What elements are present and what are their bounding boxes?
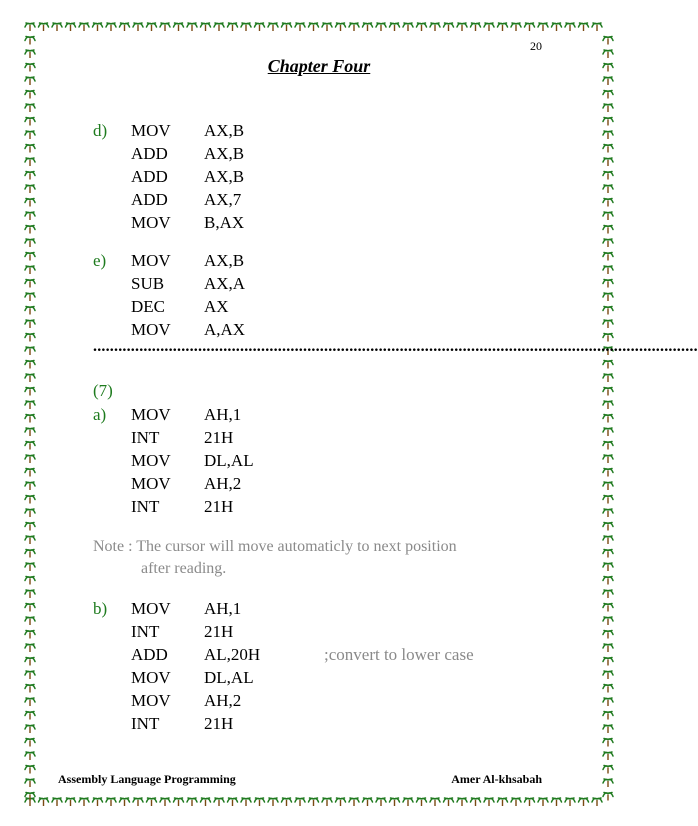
palm-tree-icon [603,239,613,247]
palm-tree-icon [25,91,35,99]
palm-tree-icon [603,185,613,193]
operand: AX,7 [204,190,242,209]
opcode: ADD [131,167,168,186]
footer-book-title: Assembly Language Programming [58,772,236,786]
palm-tree-icon [603,644,613,652]
code-line [93,597,474,620]
palm-tree-icon [25,293,35,301]
palm-tree-icon [603,658,613,666]
palm-tree-icon [579,798,589,806]
palm-tree-icon [25,509,35,517]
operand: AX,B [204,144,245,163]
palm-tree-icon [525,23,535,31]
palm-tree-icon [25,550,35,558]
palm-tree-icon [603,712,613,720]
palm-tree-icon [603,523,613,531]
palm-tree-icon [603,428,613,436]
palm-tree-icon [25,739,35,747]
operand: 21H [204,497,234,516]
palm-tree-icon [471,798,481,806]
opcode: MOV [131,251,171,270]
palm-tree-icon [174,798,184,806]
operand: AH,1 [204,405,242,424]
palm-tree-icon [363,23,373,31]
palm-tree-icon [25,415,35,423]
palm-tree-icon [25,469,35,477]
operand: A,AX [204,320,246,339]
palm-tree-icon [603,158,613,166]
palm-tree-icon [25,577,35,585]
palm-tree-icon [603,361,613,369]
palm-tree-icon [25,590,35,598]
palm-tree-icon [603,617,613,625]
palm-tree-icon [25,361,35,369]
operand: 21H [204,428,234,447]
palm-tree-icon [25,455,35,463]
palm-tree-icon [603,266,613,274]
palm-tree-icon [79,23,89,31]
opcode: INT [131,622,160,641]
palm-tree-icon [511,23,521,31]
palm-tree-icon [603,212,613,220]
palm-tree-icon [309,23,319,31]
palm-tree-icon [214,798,224,806]
palm-tree-icon [603,563,613,571]
dotted-separator: ................................................................................................................................................ [93,338,698,355]
palm-tree-icon [603,604,613,612]
palm-tree-icon [133,23,143,31]
palm-tree-icon [376,23,386,31]
palm-tree-icon [25,118,35,126]
palm-tree-icon [603,226,613,234]
operand: AX,B [204,167,245,186]
palm-tree-icon [52,23,62,31]
palm-tree-icon [603,131,613,139]
palm-tree-icon [25,158,35,166]
palm-tree-icon [25,496,35,504]
palm-tree-icon [79,798,89,806]
palm-tree-icon [603,793,613,801]
palm-tree-icon [349,798,359,806]
palm-tree-icon [160,798,170,806]
palm-tree-icon [603,766,613,774]
palm-tree-icon [498,23,508,31]
palm-tree-icon [25,523,35,531]
palm-tree-icon [603,77,613,85]
palm-tree-icon [444,23,454,31]
palm-tree-icon [376,798,386,806]
code-line [93,165,324,188]
palm-tree-icon [39,23,49,31]
opcode: MOV [131,405,171,424]
palm-tree-icon [25,725,35,733]
palm-tree-icon [25,239,35,247]
code-line [93,295,324,318]
palm-tree-icon [25,37,35,45]
palm-tree-icon [295,23,305,31]
item-label: d) [93,121,108,140]
palm-tree-icon [228,798,238,806]
palm-tree-icon [25,685,35,693]
palm-tree-icon [39,798,49,806]
palm-tree-icon [457,798,467,806]
code-line [93,643,474,666]
operand: AH,2 [204,691,242,710]
palm-tree-icon [25,752,35,760]
palm-tree-icon [25,442,35,450]
palm-tree-icon [25,631,35,639]
palm-tree-icon [579,23,589,31]
palm-tree-icon [25,226,35,234]
palm-tree-icon [255,798,265,806]
opcode: MOV [131,599,171,618]
code-line [93,620,474,643]
operand: AH,1 [204,599,242,618]
opcode: INT [131,497,160,516]
palm-tree-icon [322,23,332,31]
palm-tree-icon [538,23,548,31]
palm-tree-icon [147,23,157,31]
palm-tree-icon [241,798,251,806]
palm-tree-icon [603,374,613,382]
palm-tree-icon [25,185,35,193]
palm-tree-icon [403,23,413,31]
palm-tree-icon [93,798,103,806]
palm-tree-icon [603,293,613,301]
code-block-b [93,597,474,735]
palm-tree-icon [430,23,440,31]
palm-tree-icon [25,23,35,31]
opcode: ADD [131,645,168,664]
palm-tree-icon [603,172,613,180]
palm-tree-icon [603,496,613,504]
question-number: (7) [93,381,113,400]
palm-tree-icon [603,91,613,99]
opcode: ADD [131,144,168,163]
palm-tree-icon [603,401,613,409]
palm-tree-icon [25,320,35,328]
palm-tree-icon [417,23,427,31]
palm-tree-icon [603,550,613,558]
palm-tree-icon [174,23,184,31]
palm-tree-icon [430,798,440,806]
palm-tree-icon [592,23,602,31]
palm-tree-icon [25,131,35,139]
palm-tree-icon [25,172,35,180]
opcode: MOV [131,474,171,493]
operand: B,AX [204,213,245,232]
palm-tree-icon [93,23,103,31]
palm-tree-icon [25,428,35,436]
palm-tree-icon [603,442,613,450]
code-line [93,689,474,712]
palm-tree-icon [538,798,548,806]
operand: DL,AL [204,668,254,687]
palm-tree-icon [603,104,613,112]
palm-tree-icon [603,536,613,544]
palm-tree-icon [484,798,494,806]
code-line [93,472,324,495]
palm-tree-icon [25,604,35,612]
palm-tree-icon [603,320,613,328]
palm-tree-icon [417,798,427,806]
code-comment: ;convert to lower case [324,645,474,664]
palm-tree-icon [25,779,35,787]
code-line [93,495,324,518]
palm-tree-icon [603,253,613,261]
opcode: ADD [131,190,168,209]
opcode: SUB [131,274,165,293]
code-line [93,119,324,142]
code-line [93,188,324,211]
page-number: 20 [530,39,542,53]
palm-tree-icon [457,23,467,31]
palm-tree-icon [603,37,613,45]
palm-tree-icon [25,698,35,706]
palm-tree-icon [25,536,35,544]
opcode: MOV [131,451,171,470]
palm-tree-icon [603,280,613,288]
operand: 21H [204,622,234,641]
palm-tree-icon [603,455,613,463]
palm-tree-icon [403,798,413,806]
palm-tree-icon [25,104,35,112]
code-line [93,426,324,449]
palm-tree-icon [603,685,613,693]
code-line [93,211,324,234]
palm-tree-icon [471,23,481,31]
opcode: MOV [131,320,171,339]
code-line [93,449,324,472]
palm-tree-icon [25,388,35,396]
palm-tree-icon [603,469,613,477]
palm-tree-icon [390,798,400,806]
palm-tree-icon [25,401,35,409]
operand: 21H [204,714,234,733]
palm-tree-icon [187,23,197,31]
palm-tree-icon [525,798,535,806]
opcode: MOV [131,213,171,232]
palm-tree-icon [565,23,575,31]
code-block-d [93,119,324,234]
palm-tree-icon [25,253,35,261]
palm-tree-icon [603,388,613,396]
palm-tree-icon [25,563,35,571]
code-line [93,712,474,735]
palm-tree-icon [120,798,130,806]
operand: DL,AL [204,451,254,470]
palm-tree-icon [160,23,170,31]
code-line [93,142,324,165]
palm-tree-icon [25,658,35,666]
code-line [93,403,324,426]
palm-tree-icon [603,145,613,153]
palm-tree-icon [255,23,265,31]
palm-tree-icon [268,23,278,31]
palm-tree-icon [25,617,35,625]
opcode: MOV [131,668,171,687]
palm-tree-icon [592,798,602,806]
opcode: MOV [131,121,171,140]
operand: AH,2 [204,474,242,493]
item-label: e) [93,251,107,270]
palm-tree-icon [603,307,613,315]
palm-tree-icon [25,145,35,153]
palm-tree-icon [201,23,211,31]
palm-tree-icon [603,199,613,207]
palm-tree-icon [214,23,224,31]
palm-tree-icon [336,798,346,806]
code-line [93,249,324,272]
palm-tree-icon [336,23,346,31]
palm-tree-icon [52,798,62,806]
palm-tree-icon [25,199,35,207]
palm-tree-icon [147,798,157,806]
palm-tree-icon [349,23,359,31]
palm-tree-icon [565,798,575,806]
palm-tree-icon [25,334,35,342]
palm-tree-icon [25,374,35,382]
palm-tree-icon [25,212,35,220]
code-block-a [93,403,324,518]
palm-tree-icon [228,23,238,31]
palm-tree-icon [25,347,35,355]
palm-tree-icon [268,798,278,806]
palm-tree-icon [603,577,613,585]
palm-tree-icon [25,712,35,720]
opcode: MOV [131,691,171,710]
palm-tree-icon [282,23,292,31]
item-label: a) [93,405,107,424]
palm-tree-icon [603,590,613,598]
palm-tree-icon [603,725,613,733]
palm-tree-icon [25,77,35,85]
opcode: INT [131,428,160,447]
palm-tree-icon [603,752,613,760]
code-line [93,272,324,295]
operand: AX [204,297,229,316]
palm-tree-icon [201,798,211,806]
item-label: b) [93,599,108,618]
note-line-2: after reading. [141,560,227,577]
palm-tree-icon [25,482,35,490]
note-paragraph [93,536,553,580]
palm-tree-icon [25,266,35,274]
chapter-title: Chapter Four [267,56,371,76]
palm-tree-icon [603,698,613,706]
footer-author: Amer Al-khsabah [451,772,542,786]
palm-tree-icon [498,798,508,806]
palm-tree-icon [295,798,305,806]
palm-tree-icon [603,671,613,679]
palm-tree-icon [552,23,562,31]
palm-tree-icon [187,798,197,806]
palm-tree-icon [282,798,292,806]
palm-tree-icon [25,766,35,774]
note-line-1: Note : The cursor will move automaticly to next position [93,538,457,555]
palm-tree-icon [603,739,613,747]
palm-tree-icon [603,509,613,517]
palm-tree-icon [511,798,521,806]
palm-tree-icon [552,798,562,806]
palm-tree-icon [120,23,130,31]
palm-tree-icon [25,280,35,288]
palm-tree-icon [322,798,332,806]
palm-tree-icon [106,798,116,806]
palm-tree-icon [363,798,373,806]
palm-tree-icon [25,644,35,652]
palm-tree-icon [390,23,400,31]
code-block-e [93,249,324,341]
palm-tree-icon [603,779,613,787]
palm-tree-icon [309,798,319,806]
palm-tree-icon [603,631,613,639]
palm-tree-icon [603,118,613,126]
opcode: DEC [131,297,165,316]
palm-tree-icon [241,23,251,31]
operand: AX,B [204,251,245,270]
palm-tree-icon [603,415,613,423]
palm-tree-icon [444,798,454,806]
opcode: INT [131,714,160,733]
palm-tree-icon [484,23,494,31]
palm-tree-icon [106,23,116,31]
operand: AL,20H [204,645,261,664]
palm-tree-icon [66,798,76,806]
palm-tree-icon [25,671,35,679]
palm-tree-icon [133,798,143,806]
code-line [93,666,474,689]
operand: AX,B [204,121,245,140]
palm-tree-icon [603,482,613,490]
operand: AX,A [204,274,246,293]
palm-tree-icon [66,23,76,31]
palm-tree-icon [25,307,35,315]
